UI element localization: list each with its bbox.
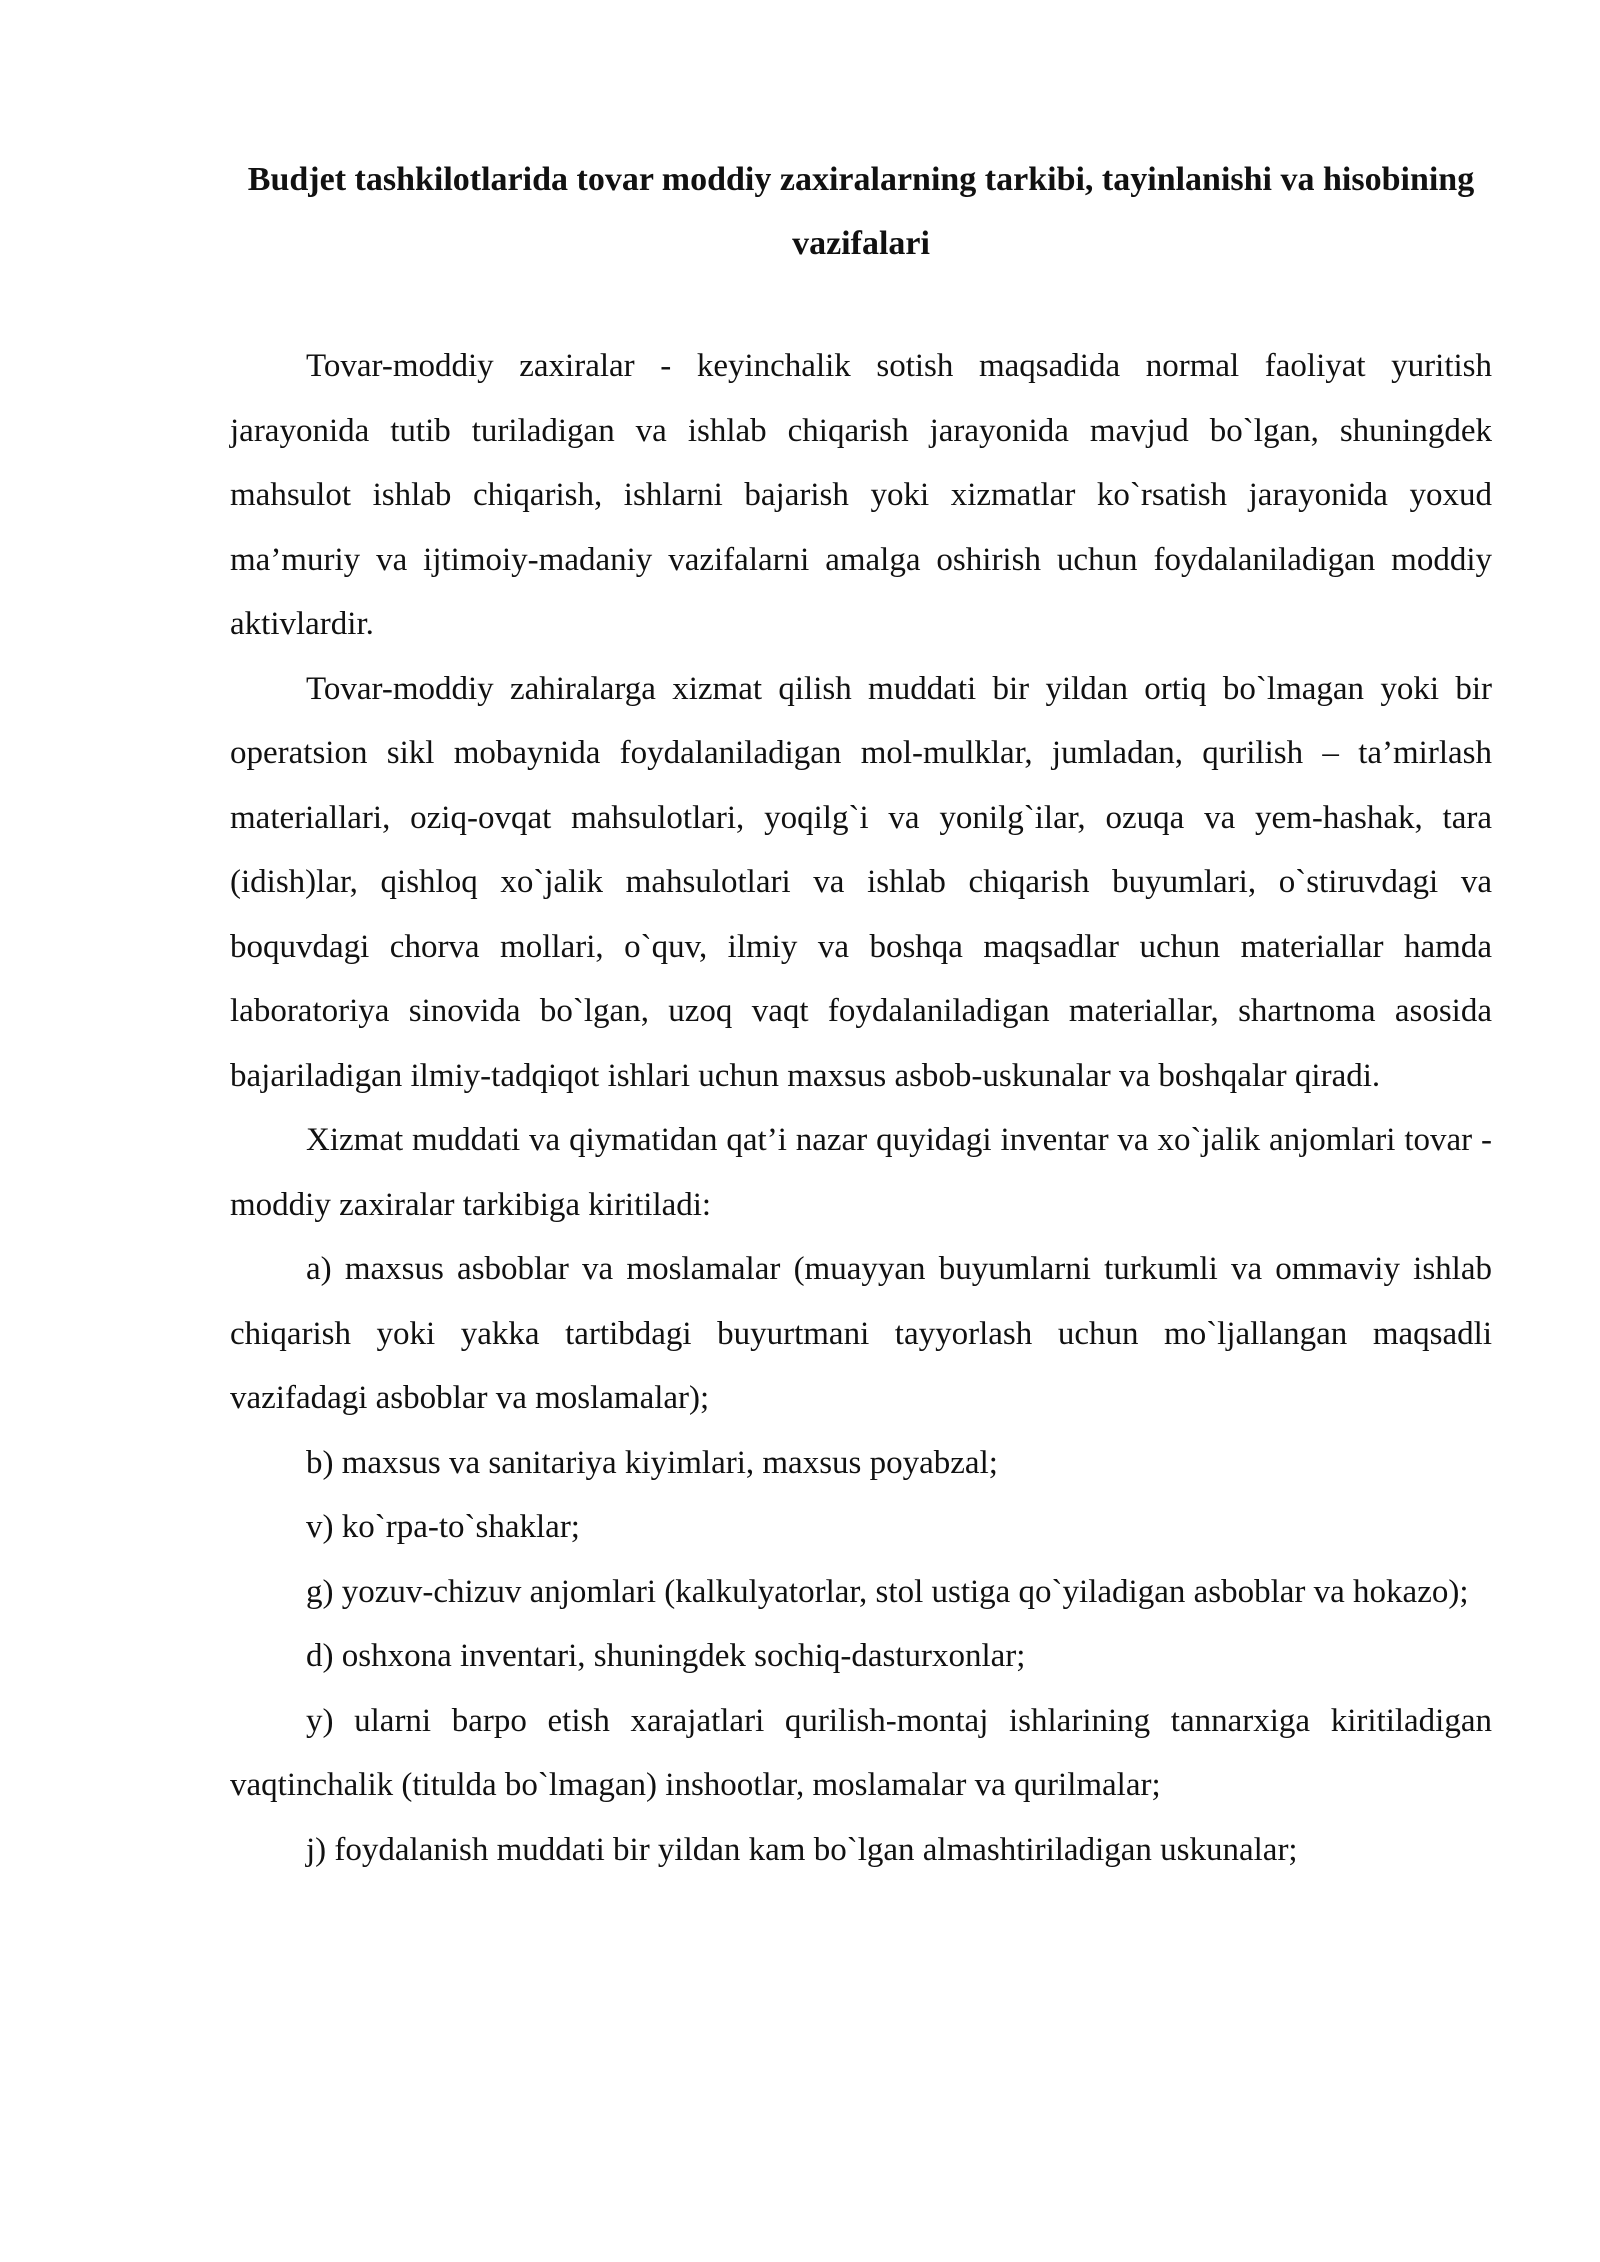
list-item-v: v) ko`rpa-to`shaklar; — [306, 1509, 580, 1545]
list-item-d: d) oshxona inventari, shuningdek sochiq-dasturxonlar; — [306, 1638, 1026, 1674]
list-item-j: j) foydalanish muddati bir yildan kam bo`lgan almashtiriladigan uskunalar; — [306, 1831, 1298, 1868]
list-item-y: y) ularni barpo etish xarajatlari qurilish-montaj ishlarining tannarxiga kiritiladigan vaqtinchalik (titulda bo`lmagan) inshootlar, moslamalar va qurilmalar; — [230, 1702, 1492, 1803]
list-item-g: g) yozuv-chizuv anjomlari (kalkulyatorlar, stol ustiga qo`yiladigan asboblar va hokazo); — [306, 1573, 1469, 1610]
list-item-b: b) maxsus va sanitariya kiyimlari, maxsus poyabzal; — [306, 1444, 998, 1481]
document-title: Budjet tashkilotlarida tovar moddiy zaxiralarning tarkibi, tayinlanishi va hisobining vazifalari — [247, 161, 1475, 262]
paragraph-definition: Tovar-moddiy zaxiralar - keyinchalik sotish maqsadida normal faoliyat yuritish jarayonida tutib turiladigan va ishlab chiqarish jarayonida mavjud bo`lgan, shuningdek mahsulot ishlab chiqarish, ishlarni bajarish yoki xizmatlar ko`rsatish jarayonida yoxud ma’muriy va ijtimoiy-madaniy vazifalarni amalga oshirish uchun foydalaniladigan moddiy aktivlardir. — [230, 348, 1492, 642]
paragraph-composition: Tovar-moddiy zahiralarga xizmat qilish muddati bir yildan ortiq bo`lmagan yoki bir operatsion sikl mobaynida foydalaniladigan mol-mulklar, jumladan, qurilish – ta’mirlash materiallari, oziq-ovqat mahsulotlari, yoqilg`i va yonilg`ilar, ozuqa va yem-hashak, tara (idish)lar, qishloq xo`jalik mahsulotlari va ishlab chiqarish buyumlari, o`stiruvdagi va boquvdagi chorva mollari, o`quv, ilmiy va boshqa maqsadlar uchun materiallar hamda laboratoriya sinovida bo`lgan, uzoq vaqt foydalaniladigan materiallar, shartnoma asosida bajariladigan ilmiy-tadqiqot ishlari uchun maxsus asbob-uskunalar va boshqalar qiradi. — [230, 670, 1492, 1094]
paragraph-inventory-intro: Xizmat muddati va qiymatidan qat’i nazar quyidagi inventar va xo`jalik anjomlari tovar - moddiy zaxiralar tarkibiga kiritiladi: — [230, 1122, 1492, 1223]
list-item-a: a) maxsus asboblar va moslamalar (muayyan buyumlarni turkumli va ommaviy ishlab chiqarish yoki yakka tartibdagi buyurtmani tayyorlash uchun mo`ljallangan maqsadli vazifadagi asboblar va moslamalar); — [230, 1251, 1492, 1416]
document-page — [230, 148, 1492, 1882]
